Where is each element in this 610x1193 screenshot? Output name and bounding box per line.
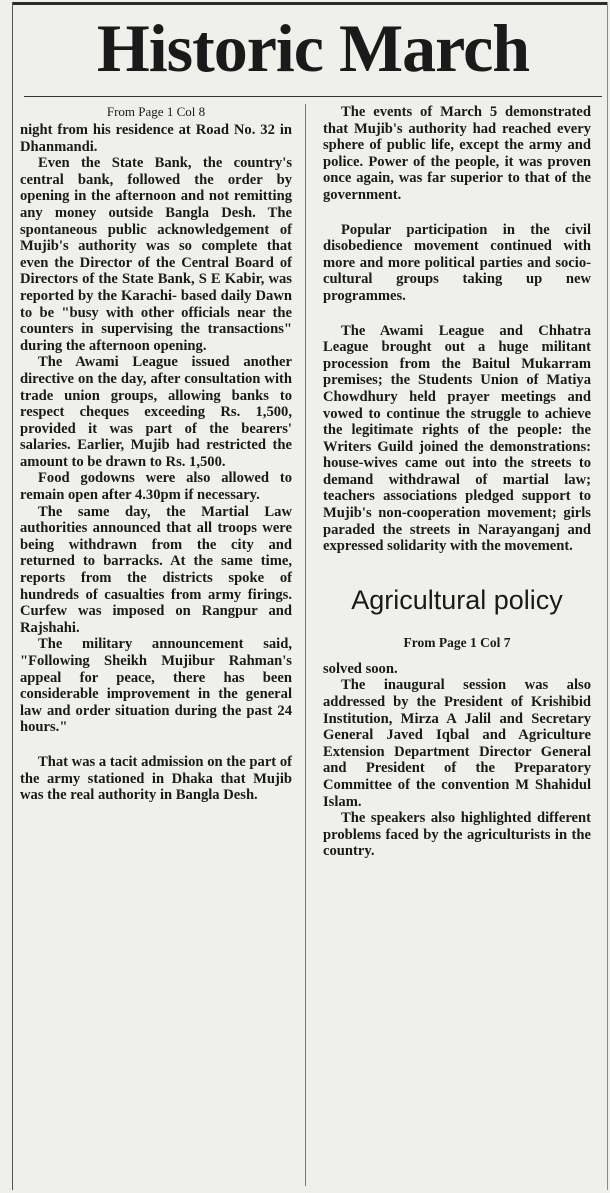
- left-rule: [12, 2, 13, 1190]
- paragraph: The same day, the Martial Law authorities announced that all troops were being withdrawn from the city and returned to barracks. At the same time, reports from the districts spoke of hundreds of casualties from army firings. Curfew was imposed on Rangpur and Rajshahi.: [20, 503, 292, 636]
- agri-jump-line: From Page 1 Col 7: [403, 634, 511, 650]
- article-column-1: [20, 104, 292, 804]
- headline: Historic March: [96, 10, 530, 86]
- headline-rule: [24, 96, 602, 97]
- paragraph: That was a tacit admission on the part of the army stationed in Dhaka that Mujib was the real authority in Bangla Desh.: [20, 753, 292, 804]
- paragraph: night from his residence at Road No. 32 in Dhanmandi.: [20, 122, 292, 155]
- paragraph: Popular participation in the civil disobedience movement continued with more and more political parties and socio-cultural groups taking up new programmes.: [323, 221, 591, 304]
- paragraph: Even the State Bank, the country's central bank, followed the order by opening in the afternoon and not remitting any money outside Bangla Desh. The spontaneous public acknowledgement of Mujib's authority was so complete that even the Director of the Central Board of Directors of the State Bank, S E Kabir, was reported by the Karachi- based daily Dawn to be "busy with other officials near the counters in supervising the transactions" during the afternoon opening.: [20, 155, 292, 354]
- jump-line: From Page 1 Col 8: [106, 104, 206, 119]
- paragraph: The inaugural session was also addressed by the President of Krishibid Institution, Mirza A Jalil and Secretary General Javed Iqbal and Agriculture Extension Department Director General and President of the Preparatory Committee of the convention M Shahidul Islam.: [323, 677, 591, 810]
- right-rule: [607, 2, 608, 1190]
- paragraph: The events of March 5 demonstrated that Mujib's authority had reached every sphere of public life, except the army and police. Power of the people, it was proven once again, was far superior to that of the government.: [323, 104, 591, 203]
- paragraph: solved soon.: [323, 660, 398, 677]
- column-divider: [305, 104, 306, 1186]
- paragraph: The Awami League issued another directive on the day, after consultation with trade union groups, allowing banks to respect cheques exceeding Rs. 1,500, provided it was part of the bearers' salaries. Earlier, Mujib had restricted the amount to be drawn to Rs. 1,500.: [20, 354, 292, 470]
- paragraph: Food godowns were also allowed to remain open after 4.30pm if necessary.: [20, 470, 292, 504]
- article-column-2: [323, 104, 591, 860]
- paragraph: The Awami League and Chhatra League brought out a huge militant procession from the Baitul Mukarram premises; the Students Union of Matiya Chowdhury held prayer meetings and vowed to continue the struggle to achieve the legitimate rights of the people: the Writers Guild joined the demonstrations: house-wives came out into the streets to demand withdrawal of martial law; teachers associations pledged support to Mujib's non-cooperation movement; girls paraded the streets in Narayanganj and expressed solidarity with the movement.: [323, 322, 591, 555]
- agricultural-policy-headline: Agricultural policy: [351, 584, 563, 615]
- paragraph: The speakers also highlighted different problems faced by the agriculturists in the country.: [323, 810, 591, 860]
- top-rule: [12, 2, 608, 5]
- paragraph: The military announcement said, "Following Sheikh Mujibur Rahman's appeal for peace, there has been considerable improvement in the general law and order situation during the past 24 hours.": [20, 636, 292, 736]
